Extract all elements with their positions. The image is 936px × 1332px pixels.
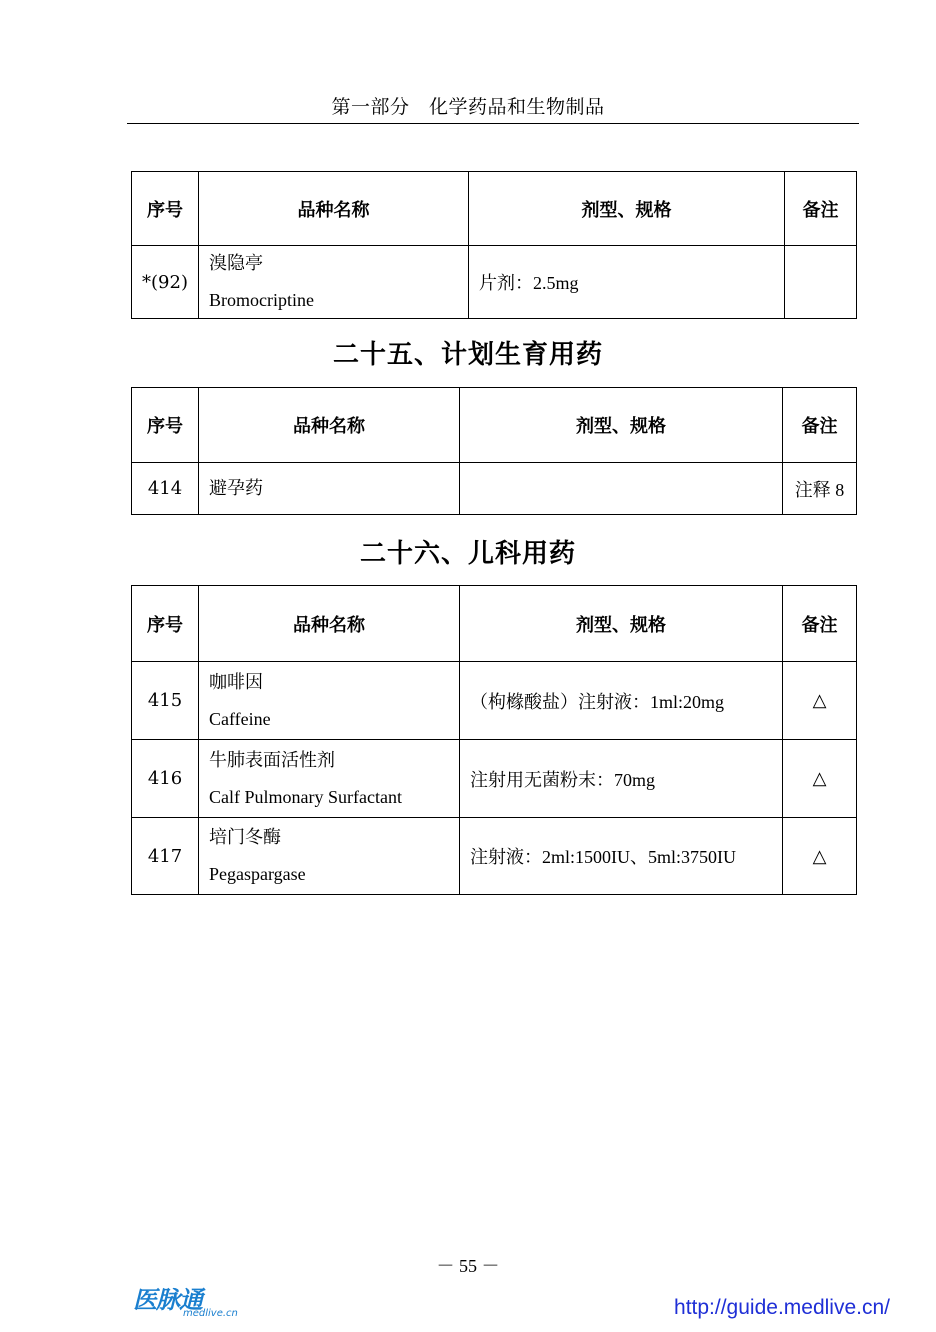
row-no: 414 (132, 463, 199, 515)
drug-name-cn: 培门冬酶 (209, 827, 281, 848)
row-spec: （枸橼酸盐）注射液：1ml:20mg (460, 662, 783, 740)
table-row (132, 818, 857, 895)
row-note: 注释 8 (783, 463, 857, 515)
column-header-no: 序号 (132, 388, 199, 463)
table-row (132, 246, 857, 319)
row-note (785, 246, 857, 319)
column-header-spec: 剂型、规格 (460, 388, 783, 463)
logo-text: 医脉通 (133, 1286, 202, 1314)
column-header-note: 备注 (783, 586, 857, 662)
logo-subtext: medlive.cn (183, 1308, 238, 1319)
table-header-row (132, 388, 857, 463)
table-row (132, 463, 857, 515)
row-name (199, 463, 460, 515)
row-no: 417 (132, 818, 199, 895)
column-header-name: 品种名称 (199, 172, 469, 246)
drug-name-en: Bromocriptine (209, 290, 314, 310)
column-header-note: 备注 (785, 172, 857, 246)
drug-name-cn: 咖啡因 (209, 671, 263, 693)
row-spec (460, 463, 783, 515)
drug-name-en: Pegaspargase (209, 864, 306, 884)
row-name (199, 662, 460, 740)
section-title-family-planning: 二十五、计划生育用药 (332, 340, 603, 370)
drug-name-cn: 牛肺表面活性剂 (209, 749, 335, 771)
row-note: △ (783, 818, 857, 895)
row-spec: 注射液：2ml:1500IU、5ml:3750IU (460, 818, 783, 895)
column-header-spec: 剂型、规格 (469, 172, 785, 246)
column-header-name: 品种名称 (199, 586, 460, 662)
table-row (132, 740, 857, 818)
column-header-spec: 剂型、规格 (460, 586, 783, 662)
drug-name-en: Caffeine (209, 708, 271, 729)
row-name (199, 818, 460, 895)
page-header-title: 第一部分 化学药品和生物制品 (331, 96, 605, 118)
row-name (199, 246, 469, 319)
drug-table-2 (131, 387, 857, 515)
row-no: *(92) (132, 246, 199, 319)
row-no: 416 (132, 740, 199, 818)
medlive-logo (133, 1280, 243, 1322)
row-spec: 注射用无菌粉末：70mg (460, 740, 783, 818)
drug-name-en: Calf Pulmonary Surfactant (209, 786, 402, 807)
page-number: － 55 － (436, 1256, 500, 1276)
drug-name-cn: 溴隐亭 (209, 253, 263, 274)
drug-table-3 (131, 585, 857, 895)
drug-name-cn: 避孕药 (209, 477, 263, 499)
row-note: △ (783, 662, 857, 740)
row-name (199, 740, 460, 818)
header-divider (127, 123, 859, 124)
row-no: 415 (132, 662, 199, 740)
section-title-pediatric: 二十六、儿科用药 (359, 539, 576, 569)
footer-url-link[interactable]: http://guide.medlive.cn/ (674, 1296, 890, 1319)
row-note: △ (783, 740, 857, 818)
table-header-row (132, 172, 857, 246)
row-spec: 片剂：2.5mg (469, 246, 785, 319)
column-header-name: 品种名称 (199, 388, 460, 463)
table-header-row (132, 586, 857, 662)
column-header-no: 序号 (132, 586, 199, 662)
drug-table-1 (131, 171, 857, 319)
column-header-note: 备注 (783, 388, 857, 463)
column-header-no: 序号 (132, 172, 199, 246)
table-row (132, 662, 857, 740)
